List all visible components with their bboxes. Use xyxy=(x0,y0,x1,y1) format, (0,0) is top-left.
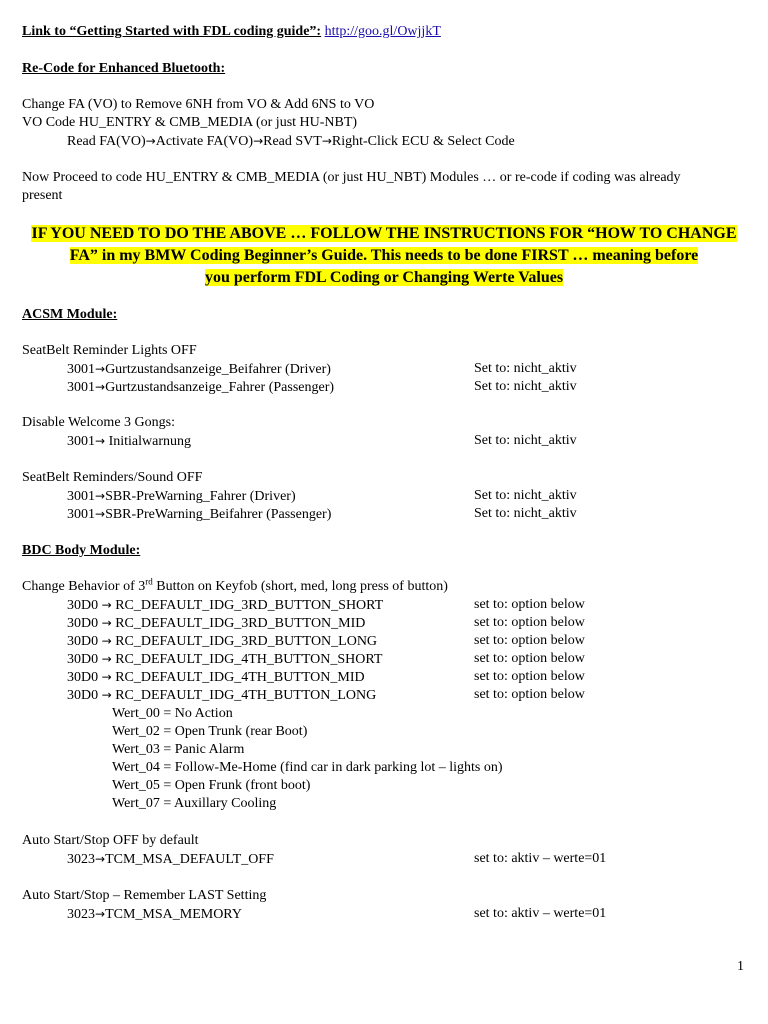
parameter-name: RC_DEFAULT_IDG_3RD_BUTTON_LONG xyxy=(111,634,378,649)
parameter-name: SBR-PreWarning_Fahrer (Driver) xyxy=(105,489,296,504)
autostart-memory-title: Auto Start/Stop – Remember LAST Setting xyxy=(22,888,267,903)
set-value: set to: option below xyxy=(474,669,585,684)
guide-link-colon: : xyxy=(316,24,322,39)
ecu-code: 3001 xyxy=(67,507,95,522)
recode-heading: Re-Code for Enhanced Bluetooth: xyxy=(22,61,226,76)
arrow-icon: → xyxy=(95,380,106,394)
coding-row-code xyxy=(67,850,274,869)
parameter-name: TCM_MSA_DEFAULT_OFF xyxy=(105,852,274,867)
arrow-icon: → xyxy=(95,434,106,448)
parameter-name: Gurtzustandsanzeige_Fahrer (Passenger) xyxy=(105,380,335,395)
parameter-name: RC_DEFAULT_IDG_3RD_BUTTON_SHORT xyxy=(111,598,384,613)
step-activate-fa: Activate FA(VO) xyxy=(155,134,254,149)
arrow-icon: → xyxy=(101,616,112,630)
coding-row-code xyxy=(67,686,376,705)
coding-row-code xyxy=(67,432,191,451)
ecu-code: 3001 xyxy=(67,380,95,395)
wert-option: Wert_02 = Open Trunk (rear Boot) xyxy=(112,724,308,739)
wert-option: Wert_07 = Auxillary Cooling xyxy=(112,796,277,811)
proceed-line-2: present xyxy=(22,188,63,203)
warning-line-2: FA” in my BMW Coding Beginner’s Guide. This needs to be done FIRST … meaning before xyxy=(69,247,699,264)
parameter-name: RC_DEFAULT_IDG_4TH_BUTTON_SHORT xyxy=(111,652,383,667)
parameter-name: Initialwarnung xyxy=(105,434,191,449)
parameter-name: SBR-PreWarning_Beifahrer (Passenger) xyxy=(105,507,332,522)
coding-row-code xyxy=(67,905,242,924)
step-code-ecu: Right-Click ECU & Select Code xyxy=(331,134,515,149)
wert-option: Wert_00 = No Action xyxy=(112,706,233,721)
set-value: Set to: nicht_aktiv xyxy=(474,379,577,394)
set-value: set to: option below xyxy=(474,633,585,648)
proceed-line-1: Now Proceed to code HU_ENTRY & CMB_MEDIA (or just HU_NBT) Modules … or re-code if coding was already xyxy=(22,170,681,185)
arrow-icon: → xyxy=(95,507,106,521)
ecu-code: 30D0 xyxy=(67,652,99,667)
acsm-heading: ACSM Module: xyxy=(22,307,118,322)
set-value: Set to: nicht_aktiv xyxy=(474,488,577,503)
arrow-icon: → xyxy=(101,652,112,666)
set-value: set to: option below xyxy=(474,687,585,702)
parameter-name: TCM_MSA_MEMORY xyxy=(105,907,242,922)
ecu-code: 30D0 xyxy=(67,670,99,685)
guide-link-label: Link to “Getting Started with FDL coding guide” xyxy=(22,24,317,39)
ecu-code: 3001 xyxy=(67,489,95,504)
seatbelt-lights-title: SeatBelt Reminder Lights OFF xyxy=(22,343,197,358)
autostart-off-title: Auto Start/Stop OFF by default xyxy=(22,833,199,848)
parameter-name: RC_DEFAULT_IDG_3RD_BUTTON_MID xyxy=(111,616,366,631)
set-value: set to: option below xyxy=(474,651,585,666)
arrow-icon: → xyxy=(101,634,112,648)
step-read-fa: Read FA(VO) xyxy=(67,134,146,149)
ecu-code: 3023 xyxy=(67,907,95,922)
warning-line-3: you perform FDL Coding or Changing Werte Values xyxy=(204,269,564,286)
set-value: set to: option below xyxy=(474,597,585,612)
recode-line-1: Change FA (VO) to Remove 6NH from VO & Add 6NS to VO xyxy=(22,97,375,112)
arrow-icon: → xyxy=(95,852,106,866)
coding-row-code xyxy=(67,378,334,397)
seatbelt-sound-title: SeatBelt Reminders/Sound OFF xyxy=(22,470,203,485)
parameter-name: RC_DEFAULT_IDG_4TH_BUTTON_LONG xyxy=(111,688,377,703)
warning-block xyxy=(22,223,746,289)
coding-row-code xyxy=(67,487,296,506)
warning-line-1: IF YOU NEED TO DO THE ABOVE … FOLLOW THE INSTRUCTIONS FOR “HOW TO CHANGE xyxy=(31,225,737,242)
set-value: Set to: nicht_aktiv xyxy=(474,361,577,376)
arrow-icon: → xyxy=(101,670,112,684)
set-value: set to: aktiv – werte=01 xyxy=(474,851,607,866)
ecu-code: 3023 xyxy=(67,852,95,867)
keyfob-title-post: Button on Keyfob (short, med, long press of button) xyxy=(152,579,448,594)
bdc-heading: BDC Body Module: xyxy=(22,543,141,558)
coding-row-code xyxy=(67,614,365,633)
ecu-code: 30D0 xyxy=(67,598,99,613)
arrow-icon: → xyxy=(101,688,112,702)
guide-link-url[interactable]: http://goo.gl/OwjjkT xyxy=(324,24,441,39)
coding-row-code xyxy=(67,632,377,651)
keyfob-title xyxy=(22,578,448,596)
set-value: Set to: nicht_aktiv xyxy=(474,433,577,448)
ecu-code: 30D0 xyxy=(67,688,99,703)
ecu-code: 30D0 xyxy=(67,616,99,631)
gongs-title: Disable Welcome 3 Gongs: xyxy=(22,415,175,430)
coding-row-code xyxy=(67,650,382,669)
coding-row-code xyxy=(67,360,331,379)
ecu-code: 3001 xyxy=(67,434,95,449)
keyfob-title-pre: Change Behavior of 3 xyxy=(22,579,146,594)
arrow-icon: → xyxy=(95,907,106,921)
ecu-code: 3001 xyxy=(67,362,95,377)
step-read-svt: Read SVT xyxy=(263,134,322,149)
coding-row-code xyxy=(67,596,383,615)
keyfob-title-sup: rd xyxy=(145,576,153,587)
recode-line-2: VO Code HU_ENTRY & CMB_MEDIA (or just HU-NBT) xyxy=(22,115,358,130)
set-value: set to: option below xyxy=(474,615,585,630)
coding-row-code xyxy=(67,668,365,687)
set-value: set to: aktiv – werte=01 xyxy=(474,906,607,921)
wert-option: Wert_03 = Panic Alarm xyxy=(112,742,245,757)
page-number: 1 xyxy=(737,959,744,974)
parameter-name: RC_DEFAULT_IDG_4TH_BUTTON_MID xyxy=(111,670,365,685)
set-value: Set to: nicht_aktiv xyxy=(474,506,577,521)
arrow-icon: → xyxy=(95,489,106,503)
coding-row-code xyxy=(67,505,331,524)
arrow-icon: → xyxy=(101,598,112,612)
parameter-name: Gurtzustandsanzeige_Beifahrer (Driver) xyxy=(105,362,331,377)
ecu-code: 30D0 xyxy=(67,634,99,649)
arrow-icon: → xyxy=(145,134,156,148)
arrow-icon: → xyxy=(321,134,332,148)
wert-option: Wert_04 = Follow-Me-Home (find car in dark parking lot – lights on) xyxy=(112,760,503,775)
wert-option: Wert_05 = Open Frunk (front boot) xyxy=(112,778,311,793)
arrow-icon: → xyxy=(95,362,106,376)
guide-link-line xyxy=(22,23,441,41)
recode-steps xyxy=(67,132,515,151)
arrow-icon: → xyxy=(253,134,264,148)
